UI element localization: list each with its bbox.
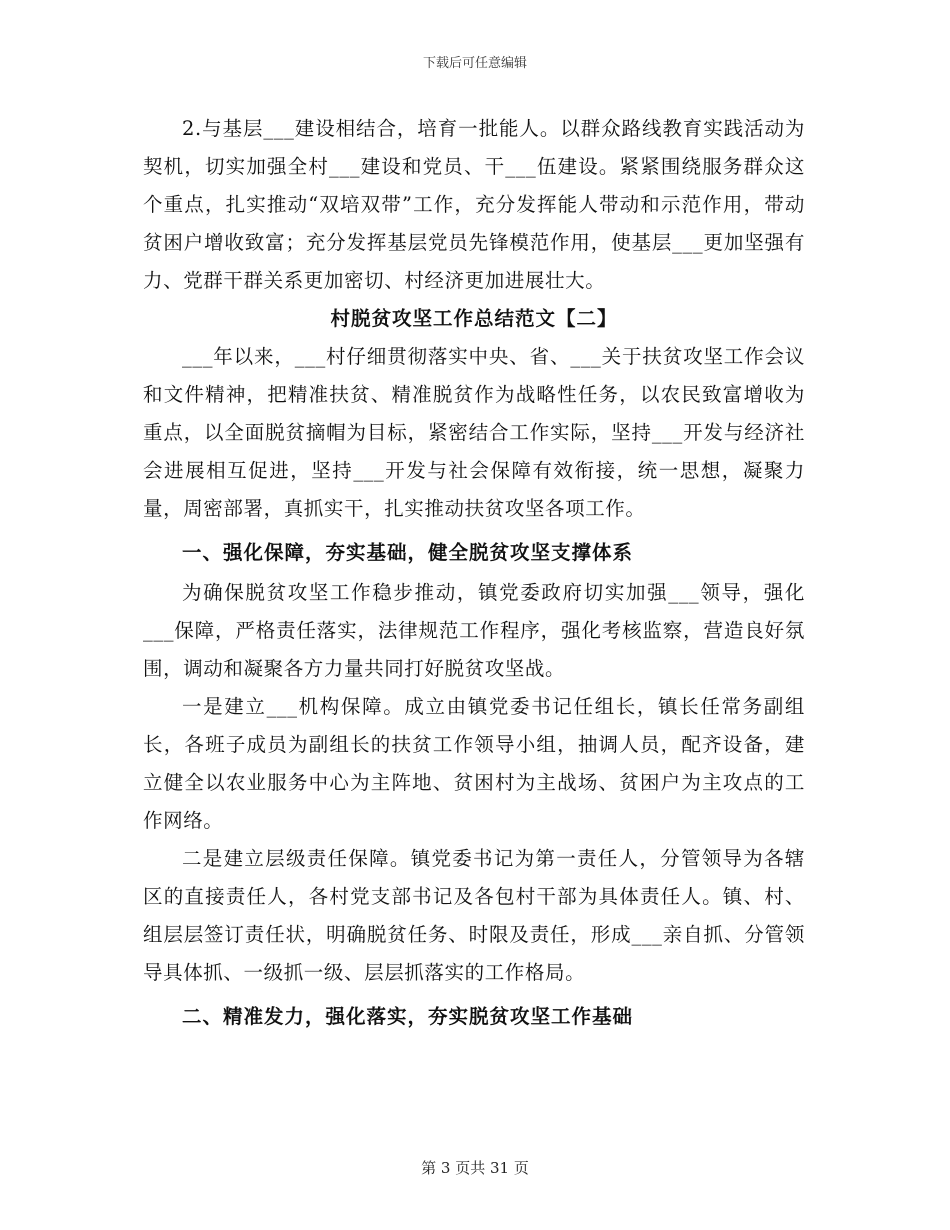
page-footer: 第 3 页共 31 页 <box>421 1159 529 1177</box>
section-title: 村脱贫攻坚工作总结范文【二】 <box>330 307 618 330</box>
paragraph-4: 一是建立___机构保障。成立由镇党委书记任组长，镇长任常务副组长，各班子成员为副组长的扶贫工作领导小组，抽调人员，配齐设备，建立健全以农业服务中心为主阵地、贫困村为主战场、贫困户为主攻点的工作网络。 <box>143 695 805 832</box>
page-header: 下载后可任意编辑 <box>422 56 527 71</box>
paragraph-3: 为确保脱贫攻坚工作稳步推动，镇党委政府切实加强___领导，强化___保障，严格责任落实，法律规范工作程序，强化考核监察，营造良好氛围，调动和凝聚各方力量共同打好脱贫攻坚战。 <box>143 581 805 680</box>
heading-2: 二、精准发力，强化落实，夯实脱贫攻坚工作基础 <box>182 1005 634 1028</box>
document-body <box>143 110 805 1038</box>
heading-1: 一、强化保障，夯实基础，健全脱贫攻坚支撑体系 <box>182 541 634 564</box>
paragraph-2: ___年以来，___村仔细贯彻落实中央、省、___关于扶贫攻坚工作会议和文件精神，把精准扶贫、精准脱贫作为战略性任务，以农民致富增收为重点，以全面脱贫摘帽为目标，紧密结合工作实际，坚持___开发与经济社会进展相互促进，坚持___开发与社会保障有效衔接，统一思想，凝聚力量，周密部署，真抓实干，扎实推动扶贫攻坚各项工作。 <box>143 345 805 520</box>
paragraph-1: 2.与基层___建设相结合，培育一批能人。以群众路线教育实践活动为契机，切实加强全村___建设和党员、干___伍建设。紧紧围绕服务群众这个重点，扎实推动“双培双带”工作，充分发挥能人带动和示范作用，带动贫困户增收致富；充分发挥基层党员先锋模范作用，使基层___更加坚强有力、党群干群关系更加密切、村经济更加进展壮大。 <box>143 117 805 292</box>
paragraph-5: 二是建立层级责任保障。镇党委书记为第一责任人，分管领导为各辖区的直接责任人，各村党支部书记及各包村干部为具体责任人。镇、村、组层层签订责任状，明确脱贫任务、时限及责任，形成___亲自抓、分管领导具体抓、一级抓一级、层层抓落实的工作格局。 <box>143 847 805 984</box>
